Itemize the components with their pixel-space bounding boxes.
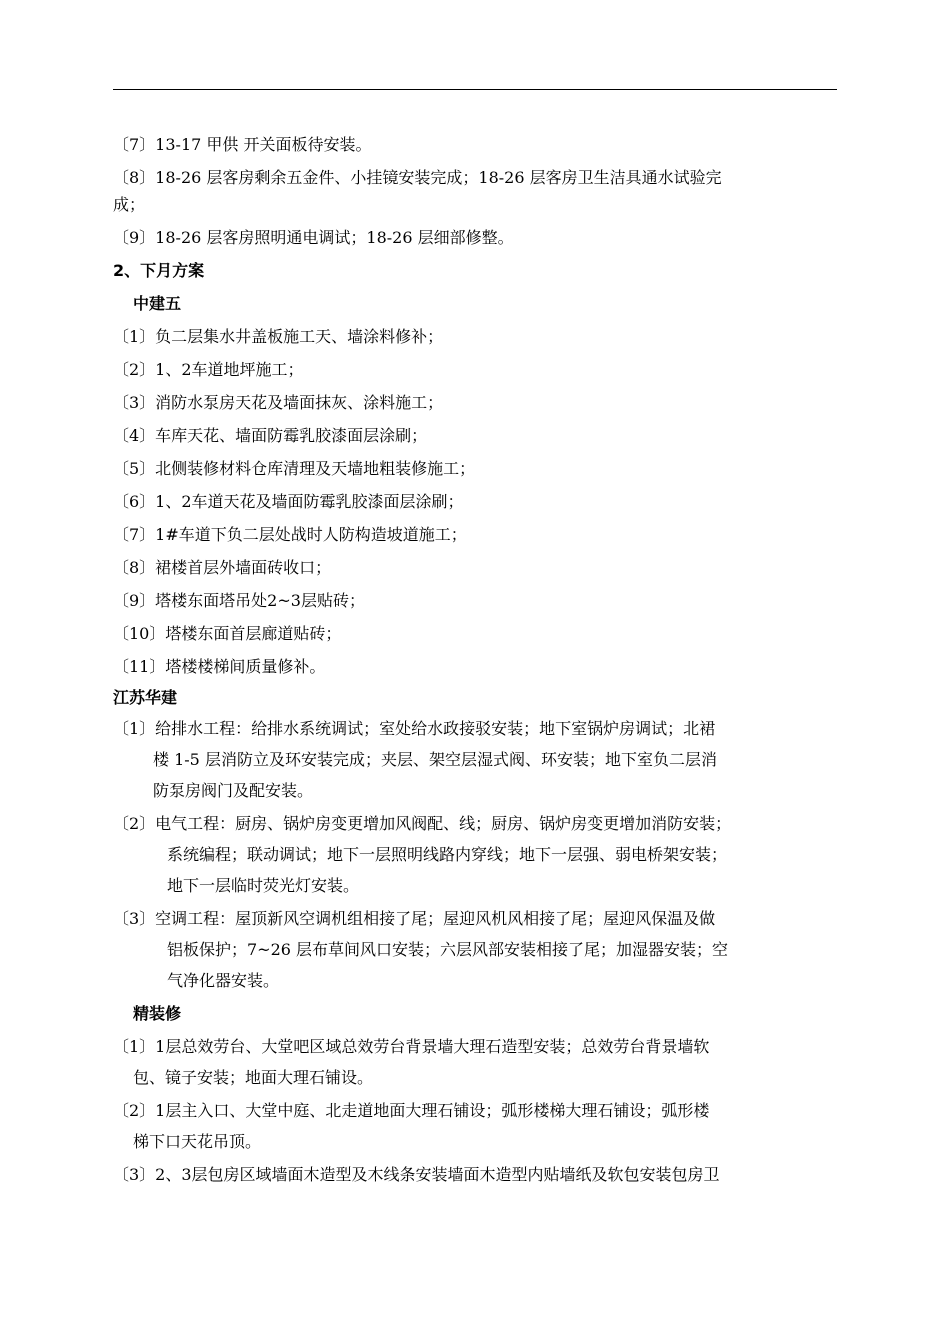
list-item: 〔9〕18-26 层客房照明通电调试；18-26 层细部修整。 <box>113 228 514 247</box>
list-item-continuation: 铝板保护；7~26 层布草间风口安装；六层风部安装相接了尾；加湿器安装；空 <box>167 940 729 959</box>
list-item: 〔7〕1#车道下负二层处战时人防构造坡道施工； <box>113 525 467 544</box>
list-item: 〔2〕1层主入口、大堂中庭、北走道地面大理石铺设；弧形楼梯大理石铺设；弧形楼 <box>113 1101 710 1120</box>
list-item: 〔10〕塔楼东面首层廊道贴砖； <box>113 624 342 643</box>
list-item: 〔11〕塔楼楼梯间质量修补。 <box>113 657 326 676</box>
list-item: 〔6〕1、2车道天花及墙面防霉乳胶漆面层涂刷； <box>113 492 464 511</box>
document-body <box>113 133 843 1196</box>
list-item: 〔2〕电气工程：厨房、锅炉房变更增加风阀配、线；厨房、锅炉房变更增加消防安装； <box>113 814 732 833</box>
subsection-heading-jshj: 江苏华建 <box>113 688 178 707</box>
list-item-continuation: 地下一层临时荧光灯安装。 <box>167 876 360 895</box>
list-item-continuation: 气净化器安装。 <box>167 971 280 990</box>
list-item: 〔9〕塔楼东面塔吊处2~3层贴砖； <box>113 591 365 610</box>
list-item: 〔8〕18-26 层客房剩余五金件、小挂镜安装完成；18-26 层客房卫生洁具通水试验完 <box>113 168 722 187</box>
list-item: 〔8〕裙楼首层外墙面砖收口； <box>113 558 332 577</box>
list-item-continuation: 梯下口天花吊顶。 <box>133 1132 262 1151</box>
subsection-heading-jzx: 精装修 <box>133 1004 182 1023</box>
list-item: 〔5〕北侧装修材料仓库清理及天墙地粗装修施工； <box>113 459 476 478</box>
list-item-continuation: 系统编程；联动调试；地下一层照明线路内穿线；地下一层强、弱电桥架安装； <box>167 845 728 864</box>
subsection-heading-zj5: 中建五 <box>133 294 182 313</box>
list-item-continuation: 楼 1-5 层消防立及环安装完成；夹层、架空层湿式阀、环安装；地下室负二层消 <box>153 750 717 769</box>
list-item: 〔1〕1层总效劳台、大堂吧区域总效劳台背景墙大理石造型安装；总效劳台背景墙软 <box>113 1037 710 1056</box>
list-item: 〔4〕车库天花、墙面防霉乳胶漆面层涂刷； <box>113 426 428 445</box>
list-item: 〔1〕给排水工程：给排水系统调试；室处给水政接驳安装；地下室锅炉房调试；北裙 <box>113 719 716 738</box>
list-item-continuation: 包、镜子安装；地面大理石铺设。 <box>133 1068 374 1087</box>
list-item: 〔3〕2、3层包房区域墙面木造型及木线条安装墙面木造型内贴墙纸及软包安装包房卫 <box>113 1165 720 1184</box>
list-item: 〔7〕13-17 甲供 开关面板待安装。 <box>113 135 372 154</box>
list-item: 〔1〕负二层集水井盖板施工天、墙涂料修补； <box>113 327 444 346</box>
header-rule <box>113 89 837 90</box>
list-item: 〔3〕消防水泵房天花及墙面抹灰、涂料施工； <box>113 393 444 412</box>
section-heading: 2、下月方案 <box>113 261 205 280</box>
list-item: 〔3〕空调工程：屋顶新风空调机组相接了尾；屋迎风机风相接了尾；屋迎风保温及做 <box>113 909 716 928</box>
list-item-continuation: 防泵房阀门及配安装。 <box>153 781 314 800</box>
list-item: 〔2〕1、2车道地坪施工； <box>113 360 304 379</box>
list-item-continuation: 成； <box>113 195 146 214</box>
